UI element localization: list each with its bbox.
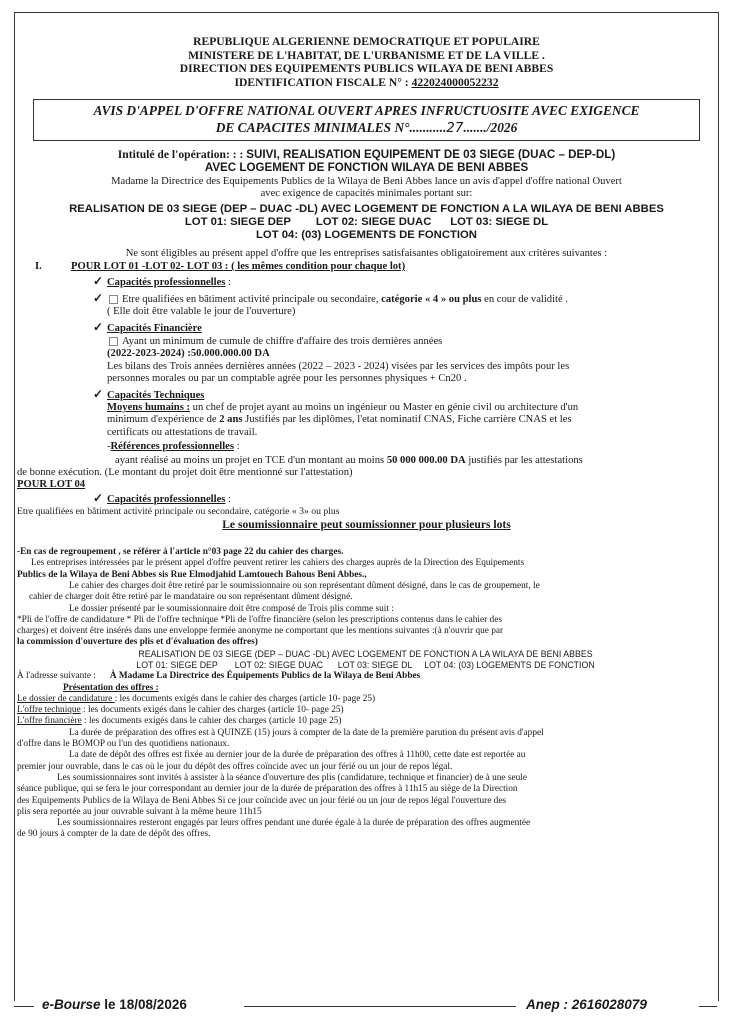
intitule-label: Intitulé de l'opération: : :	[117, 148, 247, 161]
objet-line1: REALISATION DE 03 SIEGE (DEP – DUAC -DL) AVEC LOGEMENT DE FONCTION A LA WILAYA DE BENI ABBES	[69, 202, 664, 215]
offre-financiere-line: L'offre financière : les documents exigés dans le cahier des charges (article 10 page 25)	[17, 716, 342, 727]
objet-line2: LOT 01: SIEGE DEP LOT 02: SIEGE DUAC LOT 03: SIEGE DL	[184, 215, 549, 228]
mention-line1: REALISATION DE 03 SIEGE (DEP – DUAC -DL) AVEC LOGEMENT DE FONCTION A LA WILAYA DE BENI ABBES	[138, 648, 593, 659]
soumission-note: Le soumissionnaire peut soumissionner pour plusieurs lots	[222, 518, 511, 532]
footer	[14, 997, 717, 1015]
cap-fin-line4: personnes morales ou par un comptable agrée pour les personnes physiques + Cn20 .	[107, 373, 467, 385]
cap-fin-line1: Ayant un minimum de cumule de chiffre d'affaire des trois dernières années	[15, 336, 718, 348]
cap-pro-line1: ✓ Etre qualifiées en bâtiment activité principale ou secondaire, catégorie « 4 » ou plus en cour de validité .	[93, 290, 568, 305]
footer-rule-right	[699, 1006, 717, 1007]
moyens-line2: minimum d'expérience de 2 ans Justifiés par les diplômes, l'etat nominatif CNAS, Fiche carrière CNAS et les	[107, 414, 572, 426]
objet-line3: LOT 04: (03) LOGEMENTS DE FONCTION	[256, 229, 477, 242]
adresse-line: À l'adresse suivante : À Madame La Directrice des Équipements Publics de la Wilaya de Beni Abbes	[17, 671, 421, 682]
check-icon: ✓	[93, 274, 104, 289]
operation-title	[15, 148, 718, 175]
cap-tech-item: ✓ Capacités Techniques	[93, 386, 205, 401]
ref-label: -Références professionnelles :	[107, 441, 240, 453]
cap-pro-line2: ( Elle doit être valable le jour de l'ouverture)	[107, 306, 296, 318]
intitule-line1: SUIVI, REALISATION EQUIPEMENT DE 03 SIEGE (DUAC – DEP-DL)	[246, 148, 616, 161]
mention-line2: LOT 01: SIEGE DEP LOT 02: SIEGE DUAC LOT 03: SIEGE DL LOT 04: (03) LOGEMENTS DE FONCTION	[136, 660, 595, 670]
ref-line1: ayant réalisé au moins un projet en TCE d'un montant au moins 50 000 000.00 DA justifiés par les attestations	[115, 454, 583, 466]
dossier-candidature-line: Le dossier de candidature : les documents exigés dans le cahier des charges (article 10- page 25)	[17, 693, 376, 704]
objet-block	[15, 203, 718, 243]
cap-fin-line3: Les bilans des Trois années dernières années (2022 – 2023 - 2024) visées par les services des impôts pour les	[107, 360, 570, 372]
check-icon: ✓	[93, 319, 104, 334]
handwritten-number: 27	[446, 120, 464, 136]
section2-line1: Etre qualifiées en bâtiment activité principale ou secondaire, catégorie « 3» ou plus	[17, 506, 340, 518]
check-icon: ✓	[93, 386, 104, 401]
ebourse-label: e-Bourse le 18/08/2026	[38, 997, 191, 1012]
body-text: -En cas de regroupement , se référer à l'article n°03 page 22 du cahier des charges. Les entreprises intéressées par le présent appel d'offre peuvent retirer les cahiers des charges auprès de la Direction des Equipements Publics de la Wilaya de Beni Abbes sis Rue Elmodjahid Lamtouech Bahous Beni Abbes., Le cahier des charges doit être retiré par le soumissionnaire ou son représentant dûment désigné, dans le cas de groupement, le cahier de charger doit être retiré par le mandataire ou son représentant dûment désigné. Le dossier présenté par le soumissionnaire doit être composé de Trois plis comme suit : *Pli de l'offre de candidature * Pli de l'offre technique *Pli de l'offre financière (selon les prescriptions contenus dans le cahier des charges) et doivent être insérés dans une enveloppe fermée anonyme ne comportant que les mentions suivantes :(à n'ouvrir que par la commission d'ouverture des plis et d'évaluation des offres) REALISATION DE 03 SIEGE (DEP – DUAC -DL) AVEC LOGEMENT DE FONCTION A LA WILAYA DE BENI ABBES LOT 01: SIEGE DEP LOT 02: SIEGE DUAC LOT 03: SIEGE DL LOT 04: (03) LOGEMENTS DE FONCTION À l'adresse suivante : À Madame La Directrice des Équipements Publics de la Wilaya de Beni Abbes Présentation des offres : Le dossier de candidature : les documents exigés dans le cahier des charges (article 10- page 25) L'offre technique : les documents exigés dans le cahier des charges (article 10- page 25) L'offre financière : les documents exigés dans le cahier des charges (article 10 page 25) La durée de préparation des offres est à QUINZE (15) jours à compter de la date de la première parution du présent avis d'appel d'offre dans le BOMOP ou l'un des quotidiens nationaux. La date de dépôt des offres est fixée au dernier jour de la durée de préparation des offres à 11h00, cette date est reportée au premier jour ouvrable, dans le cas où le jour du dépôt des offres coïncide avec un jour férié ou un jour de repos légal. Les soumissionnaires sont invités à assister à la séance d'ouverture des plis (candidature, technique et financier) de à une seule séance publique, qui se fera le jour correspondant au dernier jour de la durée de préparation des offres à 11h15 au siège de la Direction des Equipements Publics de la Wilaya de Beni Abbes Si ce jour coïncide avec un jour férié ou un jour de repos légal l'ouverture des plis sera reportée au jour ouvrable suivant à la même heure 11h15 Les soumissionnaires resteront engagés par leurs offres pendant une durée égale à la durée de préparation des offres augmentée de 90 jours à compter de la date de dépôt des offres.	[15, 547, 718, 841]
intitule-line2: AVEC LOGEMENT DE FONCTION WILAYA DE BENI ABBES	[204, 161, 529, 175]
avis-title-box	[33, 99, 700, 141]
check-icon: ✓	[93, 490, 104, 505]
checkbox-icon	[109, 295, 118, 304]
document-header	[15, 35, 718, 89]
check-icon: ✓	[93, 290, 104, 305]
cap-pro-item: ✓ Capacités professionnelles :	[93, 274, 231, 289]
section2-title: POUR LOT 04	[17, 479, 86, 491]
eligibilite-text: Ne sont éligibles au présent appel d'offre que les entreprises satisfaisantes obligatoirement aux critères suivantes :	[125, 247, 608, 259]
moyens-line3: certificats ou attestations de travail.	[107, 426, 258, 438]
fiscal-number: 422024000052232	[411, 75, 499, 89]
moyens-line1: Moyens humains : un chef de projet ayant au moins un ingénieur ou Master en génie civil ou architecture d'un	[107, 401, 579, 413]
header-line-republic: REPUBLIQUE ALGERIENNE DEMOCRATIQUE ET POPULAIRE	[193, 35, 540, 48]
cap-fin-item: ✓ Capacités Financière	[93, 319, 202, 334]
cap-fin-line2: (2022-2023-2024) :50.000.000.00 DA	[107, 348, 270, 360]
ref-line2: de bonne exécution. (Le montant du projet doit être mentionné sur l'attestation)	[17, 467, 353, 479]
header-line-ministry: MINISTERE DE L'HABITAT, DE L'URBANISME ET DE LA VILLE .	[188, 48, 545, 62]
header-line-direction: DIRECTION DES EQUIPEMENTS PUBLICS WILAYA DE BENI ABBES	[179, 62, 554, 75]
anep-label: Anep : 2616028079	[522, 997, 651, 1012]
section1-title: I. POUR LOT 01 -LOT 02- LOT 03 : ( les mêmes condition pour chaque lot)	[35, 260, 406, 272]
avis-title-line1: AVIS D'APPEL D'OFFRE NATIONAL OUVERT APRES INFRUCTUOSITE AVEC EXIGENCE	[93, 103, 640, 118]
intro-text: Madame la Directrice des Equipements Publics de la Wilaya de Beni Abbes lance un avis d'appel d'offre national Ouvert avec exigence de capacités minimales portant sur:	[111, 175, 622, 200]
avis-title-line2: DE CAPACITES MINIMALES N°...........27......./2026	[215, 119, 518, 136]
header-fiscal-id: IDENTIFICATION FISCALE N° : 422024000052232	[234, 75, 499, 89]
footer-rule-left	[14, 1006, 34, 1007]
presentation-title: Présentation des offres :	[63, 682, 159, 693]
footer-rule-middle	[244, 1006, 516, 1007]
offre-technique-line: L'offre technique : les documents exigés dans le cahier des charges (article 10- page 25)	[17, 705, 344, 716]
announcement-page	[14, 12, 719, 1001]
regroupement-text: -En cas de regroupement , se référer à l'article n°03 page 22 du cahier des charges.	[17, 547, 344, 558]
checkbox-icon	[109, 337, 118, 346]
section2-cap-pro: ✓ Capacités professionnelles :	[93, 490, 231, 505]
